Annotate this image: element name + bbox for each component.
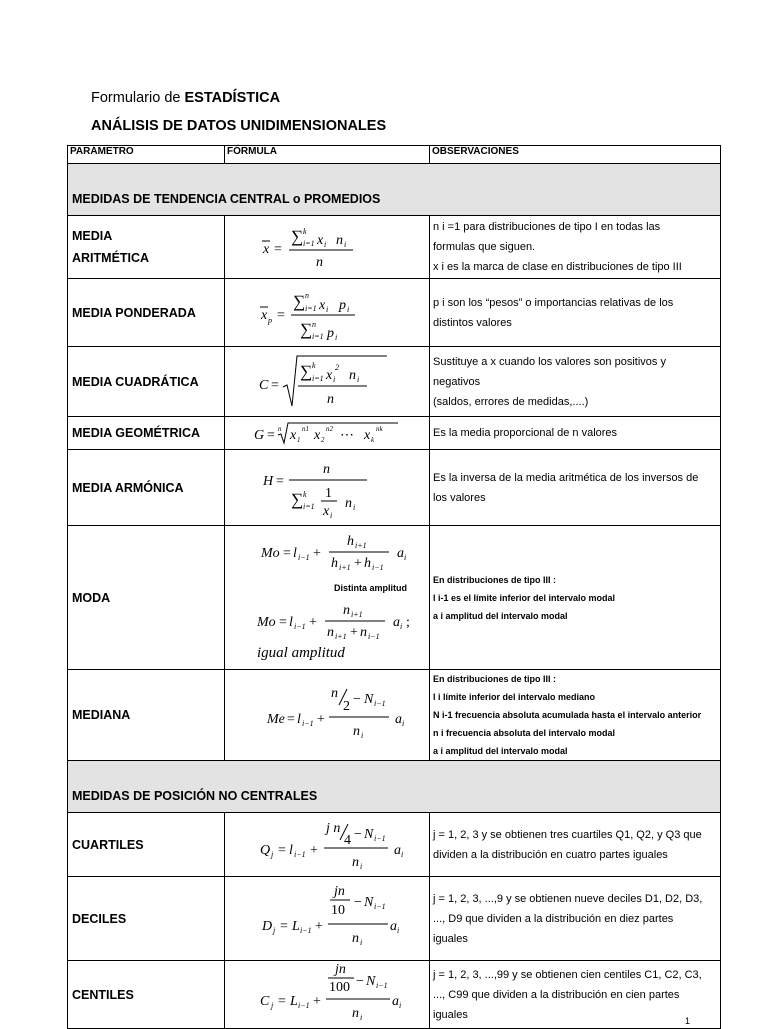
header-parametro: PARÁMETRO [68, 146, 225, 164]
svg-text:H: H [263, 473, 274, 489]
svg-text:+: + [315, 918, 323, 934]
header-observaciones: OBSERVACIONES [430, 146, 721, 164]
svg-text:i=1: i=1 [305, 303, 317, 313]
table-row [68, 670, 721, 761]
svg-text:i−1: i−1 [372, 562, 384, 572]
svg-text:a: a [395, 712, 402, 727]
page-number: 1 [684, 1016, 690, 1026]
svg-text:Q: Q [260, 842, 271, 858]
row-observations [430, 526, 721, 670]
svg-text:Mo: Mo [261, 545, 280, 561]
svg-text:h: h [331, 555, 338, 571]
row-observations [430, 670, 721, 761]
svg-text:n: n [323, 461, 330, 477]
obs-line: distintos valores [433, 316, 512, 329]
svg-text:i−1: i−1 [374, 901, 386, 911]
table-row [68, 526, 721, 670]
obs-line: Es la media proporcional de n valores [433, 427, 618, 439]
svg-text:+: + [309, 614, 317, 630]
svg-text:x: x [323, 503, 330, 519]
svg-text:1: 1 [297, 436, 301, 444]
svg-text:n: n [327, 624, 334, 640]
svg-text:+: + [350, 624, 358, 640]
moda-caption-igual: igual amplitud [257, 644, 345, 661]
svg-text:i: i [360, 861, 363, 871]
table-row [68, 877, 721, 961]
svg-text:=: = [277, 307, 285, 323]
svg-text:n: n [316, 255, 323, 270]
obs-line: j = 1, 2, 3 y se obtienen tres cuartiles Q1, Q2, y Q3 que [433, 828, 702, 841]
obs-line: iguales [433, 1008, 468, 1021]
svg-text:p: p [327, 325, 334, 341]
svg-text:j: j [273, 925, 276, 935]
svg-text:L: L [290, 993, 298, 1009]
row-observations [430, 216, 721, 279]
obs-line: dividen a la distribución en cuatro partes iguales [433, 848, 668, 861]
obs-line: negativos [433, 375, 481, 388]
svg-text:N: N [364, 826, 374, 842]
obs-line: a i amplitud del intervalo modal [433, 610, 568, 621]
section-row-position [68, 761, 721, 813]
svg-text:h: h [364, 555, 371, 571]
formula-media-geometrica [225, 417, 430, 450]
svg-text:i+1: i+1 [339, 562, 351, 572]
svg-text:x: x [326, 367, 333, 383]
row-name: MEDIANA [68, 670, 225, 761]
svg-text:j: j [271, 1000, 274, 1010]
svg-text:x: x [314, 428, 321, 443]
svg-text:i: i [360, 1012, 363, 1022]
formula-cuartiles [225, 813, 430, 877]
svg-text:n: n [336, 233, 343, 248]
obs-line: iguales [433, 932, 468, 945]
svg-text:Mo: Mo [257, 614, 276, 630]
svg-text:jn: jn [335, 962, 346, 977]
svg-text:−: − [353, 692, 361, 707]
svg-text:n: n [331, 686, 338, 701]
svg-text:i−1: i−1 [300, 925, 312, 935]
obs-line: j = 1, 2, 3, ...,99 y se obtienen cien centiles C1, C2, C3, [433, 968, 702, 981]
svg-text:i−1: i−1 [302, 719, 314, 728]
svg-text:i−1: i−1 [298, 1000, 310, 1010]
svg-text:x: x [364, 428, 371, 443]
svg-text:i−1: i−1 [294, 621, 306, 631]
svg-text:=: = [283, 545, 291, 561]
svg-text:l: l [289, 614, 293, 630]
svg-text:−: − [356, 973, 364, 989]
svg-text:j: j [271, 849, 274, 859]
svg-text:i−1: i−1 [368, 631, 380, 641]
svg-text:C: C [260, 993, 270, 1009]
table-row [68, 961, 721, 1029]
svg-text:2: 2 [335, 362, 339, 372]
svg-text:10: 10 [331, 902, 345, 918]
obs-line: ..., C99 que dividen a la distribución en cien partes [433, 988, 680, 1001]
svg-text:n: n [327, 391, 334, 407]
obs-line: x i es la marca de clase en distribuciones de tipo III [433, 261, 682, 273]
svg-text:a: a [394, 842, 401, 858]
svg-text:+: + [317, 712, 325, 727]
obs-line: l i-1 es el límite inferior del intervalo modal [433, 592, 616, 603]
svg-text:−: − [354, 826, 362, 842]
table-row [68, 279, 721, 347]
svg-text:+: + [354, 555, 362, 571]
row-observations [430, 813, 721, 877]
section-title-central: MEDIDAS DE TENDENCIA CENTRAL o PROMEDIOS [68, 164, 721, 216]
svg-text:∑: ∑ [300, 319, 313, 339]
svg-text:l: l [289, 842, 293, 858]
formula-deciles [225, 877, 430, 961]
row-observations [430, 417, 721, 450]
svg-text:i=1: i=1 [303, 239, 315, 248]
svg-text:∑: ∑ [291, 227, 304, 246]
svg-text:2: 2 [321, 436, 325, 444]
svg-text:x: x [261, 307, 268, 323]
row-observations [430, 347, 721, 417]
svg-text:i: i [361, 731, 364, 740]
svg-text:=: = [267, 428, 275, 443]
svg-text:n: n [345, 495, 352, 511]
svg-text:4: 4 [344, 832, 351, 848]
row-observations [430, 279, 721, 347]
svg-text:n: n [353, 724, 360, 739]
svg-text:n: n [343, 602, 350, 618]
obs-line: N i-1 frecuencia absoluta acumulada hasta el intervalo anterior [433, 710, 702, 720]
svg-text:x: x [290, 428, 297, 443]
svg-text:=: = [274, 242, 282, 257]
svg-text:p: p [268, 315, 272, 325]
svg-text:l: l [297, 712, 301, 727]
table-row [68, 450, 721, 526]
svg-text:+: + [310, 842, 318, 858]
svg-text:i−1: i−1 [374, 699, 386, 708]
svg-text:i: i [347, 304, 350, 314]
svg-text:x: x [317, 233, 324, 248]
svg-text:N: N [366, 973, 376, 989]
svg-text:n: n [352, 854, 359, 870]
svg-text:i: i [330, 510, 333, 520]
svg-text:x: x [263, 242, 270, 257]
formula-media-ponderada [225, 279, 430, 347]
svg-text:=: = [276, 473, 284, 489]
row-name [68, 216, 225, 279]
obs-line: (saldos, errores de medidas,....) [433, 395, 589, 408]
svg-text:N: N [364, 894, 374, 910]
row-name-line: ARITMÉTICA [72, 251, 150, 265]
svg-text:n: n [278, 425, 282, 433]
row-observations [430, 961, 721, 1029]
svg-text:i: i [353, 502, 356, 512]
svg-text:i: i [397, 925, 400, 935]
table-row [68, 347, 721, 417]
svg-text:k: k [303, 489, 307, 499]
svg-text:⋯: ⋯ [340, 428, 354, 443]
svg-text:1: 1 [325, 485, 332, 501]
svg-text:i: i [324, 240, 327, 249]
svg-text:n: n [312, 319, 316, 329]
formula-centiles [225, 961, 430, 1029]
row-observations [430, 450, 721, 526]
svg-text:i−1: i−1 [294, 849, 306, 859]
svg-text:i−1: i−1 [374, 833, 386, 843]
formula-moda [225, 526, 430, 670]
obs-line: En distribuciones de tipo III : [433, 574, 557, 585]
svg-text:i: i [326, 304, 329, 314]
svg-text:n: n [349, 367, 356, 383]
obs-line: l i límite inferior del intervalo mediano [433, 692, 596, 702]
svg-text:nk: nk [376, 425, 383, 433]
svg-text:i−1: i−1 [298, 552, 310, 562]
table-header-row [68, 146, 721, 164]
svg-text:Me: Me [267, 712, 285, 727]
moda-caption-distinta: Distinta amplitud [334, 582, 408, 593]
svg-text:N: N [364, 692, 374, 707]
svg-text:i+1: i+1 [355, 540, 367, 550]
svg-text:k: k [312, 360, 316, 370]
svg-text:k: k [371, 436, 375, 444]
formula-media-armonica [225, 450, 430, 526]
svg-text:i−1: i−1 [376, 980, 388, 990]
svg-text:2: 2 [343, 699, 350, 714]
document-subtitle: ANÁLISIS DE DATOS UNIDIMENSIONALES [91, 118, 387, 134]
svg-text:;: ; [406, 614, 410, 630]
svg-text:i: i [357, 374, 360, 384]
svg-text:100: 100 [329, 979, 350, 995]
table-row [68, 813, 721, 877]
svg-text:i: i [335, 332, 338, 342]
title-subject: ESTADÍSTICA [184, 90, 281, 106]
obs-line: Sustituye a x cuando los valores son positivos y [433, 355, 666, 368]
svg-text:=: = [271, 377, 279, 393]
svg-text:k: k [303, 227, 307, 236]
svg-text:a: a [393, 614, 400, 630]
formula-media-cuadratica [225, 347, 430, 417]
obs-line: a i amplitud del intervalo modal [433, 746, 568, 756]
formula-mediana [225, 670, 430, 761]
row-observations [430, 877, 721, 961]
svg-text:i=1: i=1 [312, 331, 324, 341]
svg-text:=: = [278, 842, 286, 858]
table-row [68, 417, 721, 450]
formula-media-aritmetica [225, 216, 430, 279]
row-name: CENTILES [68, 961, 225, 1029]
svg-text:n: n [305, 290, 309, 300]
svg-text:p: p [339, 297, 346, 313]
title-prefix: Formulario de [91, 90, 181, 106]
svg-text:=: = [279, 614, 287, 630]
section-title-position: MEDIDAS DE POSICIÓN NO CENTRALES [68, 761, 721, 813]
svg-text:+: + [313, 545, 321, 561]
svg-text:i: i [400, 621, 403, 631]
row-name: MEDIA CUADRÁTICA [68, 347, 225, 417]
svg-text:i: i [404, 552, 407, 562]
row-name: MEDIA GEOMÉTRICA [68, 417, 225, 450]
svg-text:D: D [262, 918, 273, 934]
svg-text:∑: ∑ [300, 361, 313, 381]
svg-text:a: a [392, 993, 399, 1009]
svg-text:n: n [360, 624, 367, 640]
svg-text:i: i [360, 937, 363, 947]
svg-text:L: L [292, 918, 300, 934]
obs-line: formulas que siguen. [433, 241, 536, 253]
svg-text:=: = [280, 918, 288, 934]
svg-text:h: h [347, 533, 354, 549]
svg-text:jn: jn [334, 883, 345, 899]
row-name: MODA [68, 526, 225, 670]
svg-text:x: x [319, 297, 326, 313]
obs-line: p i son los “pesos” o importancias relativas de los [433, 296, 674, 309]
svg-text:i: i [402, 719, 405, 728]
section-row-central [68, 164, 721, 216]
svg-text:a: a [390, 918, 397, 934]
svg-text:i: i [344, 240, 347, 249]
obs-line: n i frecuencia absoluta del intervalo modal [433, 728, 616, 738]
svg-text:i=1: i=1 [303, 501, 315, 511]
table-row [68, 216, 721, 279]
row-name: DECILES [68, 877, 225, 961]
svg-text:i: i [401, 849, 404, 859]
obs-line: los valores [433, 491, 486, 504]
svg-text:n2: n2 [326, 425, 333, 433]
svg-text:n1: n1 [302, 425, 309, 433]
obs-line: j = 1, 2, 3, ...,9 y se obtienen nueve deciles D1, D2, D3, [433, 892, 703, 905]
svg-text:∑: ∑ [293, 291, 306, 311]
svg-text:l: l [293, 545, 297, 561]
obs-line: Es la inversa de la media aritmética de los inversos de [433, 471, 699, 484]
svg-text:a: a [397, 545, 404, 561]
row-name: MEDIA ARMÓNICA [68, 450, 225, 526]
svg-text:j n: j n [326, 820, 341, 836]
svg-text:i=1: i=1 [312, 373, 324, 383]
row-name: CUARTILES [68, 813, 225, 877]
svg-text:+: + [313, 993, 321, 1009]
obs-line: n i =1 para distribuciones de tipo I en todas las [433, 221, 661, 233]
svg-text:i: i [399, 1000, 402, 1010]
row-name-line: MEDIA [72, 229, 113, 243]
svg-text:i+1: i+1 [351, 609, 363, 619]
svg-text:i: i [333, 374, 336, 384]
obs-line: En distribuciones de tipo III : [433, 674, 557, 684]
obs-line: ..., D9 que dividen a la distribución en diez partes [433, 912, 674, 925]
svg-text:n: n [352, 930, 359, 946]
svg-text:=: = [278, 993, 286, 1009]
svg-text:n: n [352, 1005, 359, 1021]
svg-text:i+1: i+1 [335, 631, 347, 641]
svg-text:∑: ∑ [291, 489, 304, 509]
svg-text:−: − [354, 894, 362, 910]
document-title [91, 90, 280, 106]
svg-text:G: G [254, 428, 265, 443]
svg-text:C: C [259, 377, 269, 393]
row-name: MEDIA PONDERADA [68, 279, 225, 347]
svg-text:=: = [287, 712, 295, 727]
formula-table [67, 145, 721, 1029]
header-formula: FÓRMULA [225, 146, 430, 164]
